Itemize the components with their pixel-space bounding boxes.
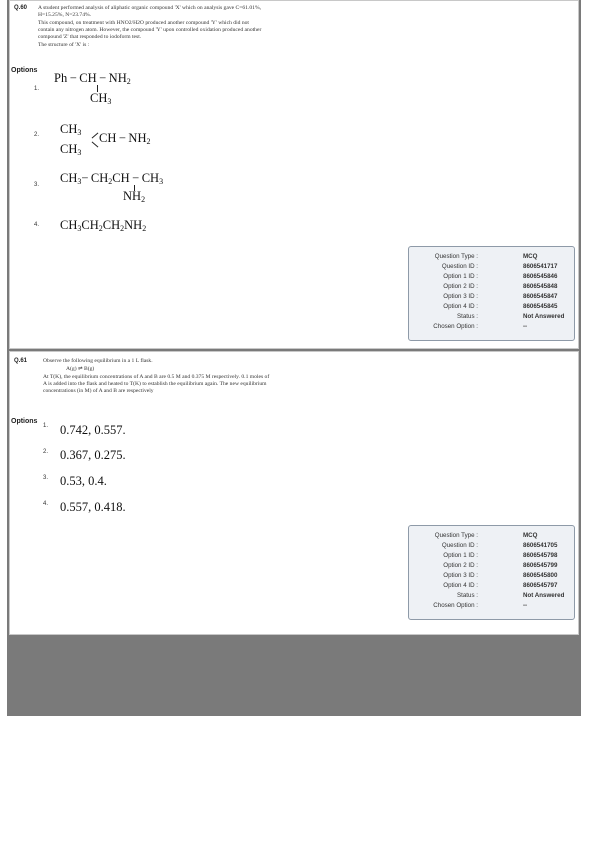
info-key: Question Type : <box>434 532 478 539</box>
info-key: Option 3 ID : <box>443 293 478 300</box>
subscript: 2 <box>98 224 103 233</box>
subscript: 2 <box>141 195 146 204</box>
info-value: MCQ <box>523 532 538 539</box>
option-number: 4. <box>43 501 49 507</box>
info-row <box>409 293 574 303</box>
formula-text: CH <box>102 218 121 232</box>
info-key: Question ID : <box>441 263 478 270</box>
info-key: Chosen Option : <box>433 323 478 330</box>
formula-text: CH − CH <box>112 171 160 185</box>
bond-line <box>92 133 99 139</box>
subscript: 3 <box>77 128 82 137</box>
formula-text: CH <box>81 218 99 232</box>
question-text-line: concentrations (in M) of A and B are respectively <box>43 388 154 394</box>
info-value: 8606545847 <box>523 293 558 300</box>
info-row <box>409 303 574 313</box>
info-row <box>409 283 574 293</box>
subscript: 2 <box>146 137 151 146</box>
option-number: 2. <box>34 132 40 138</box>
question-text-line: At T(K), the equilibrium concentrations of A and B are 0.5 M and 0.375 M respectively. 0.1 moles of <box>43 374 270 380</box>
subscript: 2 <box>126 77 131 86</box>
question-text-line: This compound, on treatment with HNO2/H2O produced another compound 'Y' which did not <box>38 20 249 26</box>
info-value: 8606545798 <box>523 552 558 559</box>
question-text-line: H=15.25%, N=23.74%. <box>38 12 92 18</box>
info-key: Question Type : <box>434 253 478 260</box>
info-key: Question ID : <box>441 542 478 549</box>
formula-text: CH <box>60 218 78 232</box>
formula-text: CH <box>60 122 78 136</box>
info-value: -- <box>523 602 528 609</box>
question-text-line: A is added into the flask and heated to T(K) to establish the equilibrium again. The new equilibrium <box>43 381 267 387</box>
subscript: 2 <box>142 224 147 233</box>
info-key: Status : <box>457 313 478 320</box>
question-number: Q.60 <box>14 5 28 11</box>
options-label: Options <box>11 67 38 74</box>
info-value: Not Answered <box>523 592 565 599</box>
option-number: 1. <box>43 423 49 429</box>
option-2-text[interactable]: 0.367, 0.275. <box>60 448 126 462</box>
info-row <box>409 263 574 273</box>
option-number: 4. <box>34 222 40 228</box>
info-row <box>409 602 574 612</box>
info-value: 8606545800 <box>523 572 558 579</box>
question-text-line: The structure of 'X' is : <box>38 42 90 48</box>
info-value: 8606541717 <box>523 263 558 270</box>
info-row <box>409 592 574 602</box>
info-value: 8606545848 <box>523 283 558 290</box>
info-value: 8606545846 <box>523 273 558 280</box>
subscript: 3 <box>77 224 82 233</box>
question-text-line: A(g) ⇌ B(g) <box>66 366 95 372</box>
option-number: 3. <box>34 182 40 188</box>
info-key: Option 2 ID : <box>443 562 478 569</box>
options-label: Options <box>11 418 38 425</box>
info-row <box>409 542 574 552</box>
page-background <box>7 0 581 716</box>
info-key: Status : <box>457 592 478 599</box>
formula-text: − CH <box>81 171 109 185</box>
info-value: 8606541705 <box>523 542 558 549</box>
question-panel-q61 <box>9 351 579 635</box>
info-key: Option 1 ID : <box>443 273 478 280</box>
option-number: 3. <box>43 475 49 481</box>
formula-text: CH <box>60 171 78 185</box>
question-text-line: Observe the following equilibrium in a 1 L flask. <box>43 358 153 364</box>
info-row <box>409 313 574 323</box>
info-row <box>409 562 574 572</box>
info-value: 8606545797 <box>523 582 558 589</box>
info-row <box>409 323 574 333</box>
subscript: 2 <box>108 177 113 186</box>
question-text-line: compound 'Z' that responded to iodoform test. <box>38 34 142 40</box>
info-key: Chosen Option : <box>433 602 478 609</box>
option-4-text[interactable]: 0.557, 0.418. <box>60 500 126 514</box>
question-panel-q60 <box>9 0 579 349</box>
option-number: 1. <box>34 86 40 92</box>
option-3-text[interactable]: 0.53, 0.4. <box>60 474 107 488</box>
option-1-text[interactable]: 0.742, 0.557. <box>60 423 126 437</box>
info-row <box>409 582 574 592</box>
question-text-line: A student performed analysis of aliphatic organic compound 'X' which on analysis gave C=61.01%, <box>38 5 262 11</box>
formula-text: CH <box>60 142 78 156</box>
info-value: 8606545799 <box>523 562 558 569</box>
info-key: Option 4 ID : <box>443 303 478 310</box>
question-number: Q.61 <box>14 358 28 364</box>
subscript: 3 <box>77 177 82 186</box>
subscript: 3 <box>77 148 82 157</box>
info-value: -- <box>523 323 528 330</box>
info-key: Option 3 ID : <box>443 572 478 579</box>
question-info-box <box>408 246 575 341</box>
formula-text: NH <box>124 218 143 232</box>
info-value: 8606545845 <box>523 303 558 310</box>
info-value: Not Answered <box>523 313 565 320</box>
bond-line <box>92 142 99 148</box>
question-info-box <box>408 525 575 620</box>
info-key: Option 4 ID : <box>443 582 478 589</box>
subscript: 3 <box>159 177 164 186</box>
formula-text: NH <box>123 189 142 203</box>
question-text-line: contain any nitrogen atom. However, the compound 'Y' upon controlled oxidation produced another <box>38 27 262 33</box>
subscript: 3 <box>107 97 112 106</box>
subscript: 2 <box>120 224 125 233</box>
formula-text: CH <box>90 91 108 105</box>
option-number: 2. <box>43 449 49 455</box>
formula-text: CH − NH <box>99 131 147 145</box>
info-row <box>409 572 574 582</box>
info-key: Option 2 ID : <box>443 283 478 290</box>
info-key: Option 1 ID : <box>443 552 478 559</box>
info-row <box>409 532 574 542</box>
info-row <box>409 253 574 263</box>
info-row <box>409 273 574 283</box>
info-value: MCQ <box>523 253 538 260</box>
formula-text: Ph − CH − NH <box>54 71 127 85</box>
info-row <box>409 552 574 562</box>
